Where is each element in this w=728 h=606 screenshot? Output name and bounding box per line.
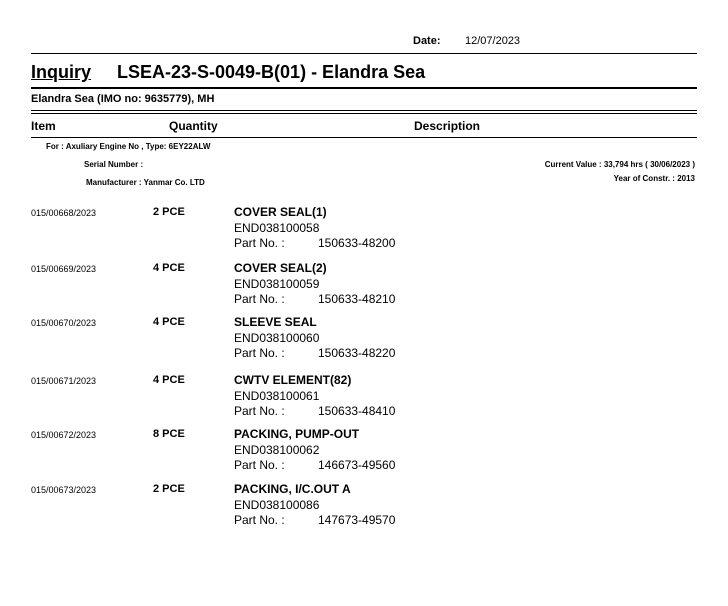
engine-for-line: For : Axuliary Engine No , Type: 6EY22ALW xyxy=(46,142,211,151)
item-description: PACKING, PUMP-OUT xyxy=(234,427,360,441)
item-quantity: 2 PCE xyxy=(153,483,185,495)
column-header-item: Item xyxy=(31,119,56,133)
title-divider xyxy=(31,87,697,89)
item-part-label: Part No. : xyxy=(234,346,285,360)
item-description: CWTV ELEMENT(82) xyxy=(234,373,352,387)
item-part-number: 150633-48410 xyxy=(318,404,396,418)
item-part-number: 150633-48200 xyxy=(318,236,396,250)
item-part-label: Part No. : xyxy=(234,404,285,418)
title-label: Inquiry xyxy=(31,62,92,82)
column-header-divider xyxy=(31,137,697,138)
item-number: 015/00669/2023 xyxy=(31,264,97,274)
date-value: 12/07/2023 xyxy=(465,35,521,47)
item-description: COVER SEAL(1) xyxy=(234,205,327,219)
engine-manufacturer-line: Manufacturer : Yanmar Co. LTD xyxy=(86,178,205,187)
item-code: END038100086 xyxy=(234,498,320,512)
item-part-label: Part No. : xyxy=(234,292,285,306)
engine-current-value: Current Value : 33,794 hrs ( 30/06/2023 ) xyxy=(544,160,695,169)
item-code: END038100059 xyxy=(234,277,320,291)
item-description: COVER SEAL(2) xyxy=(234,261,327,275)
vessel-divider-bottom xyxy=(31,113,697,114)
header-divider xyxy=(31,53,697,54)
item-code: END038100061 xyxy=(234,389,320,403)
item-quantity: 2 PCE xyxy=(153,206,185,218)
item-part-number: 146673-49560 xyxy=(318,458,396,472)
item-code: END038100058 xyxy=(234,221,320,235)
item-number: 015/00668/2023 xyxy=(31,208,97,218)
column-header-quantity: Quantity xyxy=(169,119,218,133)
item-description: SLEEVE SEAL xyxy=(234,315,317,329)
item-description: PACKING, I/C.OUT A xyxy=(234,482,351,496)
item-quantity: 4 PCE xyxy=(153,316,185,328)
item-part-label: Part No. : xyxy=(234,236,285,250)
vessel-line: Elandra Sea (IMO no: 9635779), MH xyxy=(31,93,215,105)
item-quantity: 4 PCE xyxy=(153,374,185,386)
item-part-number: 150633-48210 xyxy=(318,292,396,306)
item-part-number: 150633-48220 xyxy=(318,346,396,360)
item-number: 015/00672/2023 xyxy=(31,430,97,440)
item-part-label: Part No. : xyxy=(234,458,285,472)
engine-serial-line: Serial Number : xyxy=(84,160,144,169)
item-number: 015/00673/2023 xyxy=(31,485,97,495)
item-code: END038100062 xyxy=(234,443,320,457)
column-header-description: Description xyxy=(414,119,481,133)
item-part-number: 147673-49570 xyxy=(318,513,396,527)
item-quantity: 8 PCE xyxy=(153,428,185,440)
date-label: Date: xyxy=(413,35,441,47)
item-quantity: 4 PCE xyxy=(153,262,185,274)
vessel-divider-top xyxy=(31,110,697,111)
item-number: 015/00670/2023 xyxy=(31,318,97,328)
engine-year-of-construction: Year of Constr. : 2013 xyxy=(613,174,695,183)
item-number: 015/00671/2023 xyxy=(31,376,97,386)
item-part-label: Part No. : xyxy=(234,513,285,527)
page-title: LSEA-23-S-0049-B(01) - Elandra Sea xyxy=(117,62,426,82)
item-code: END038100060 xyxy=(234,331,320,345)
